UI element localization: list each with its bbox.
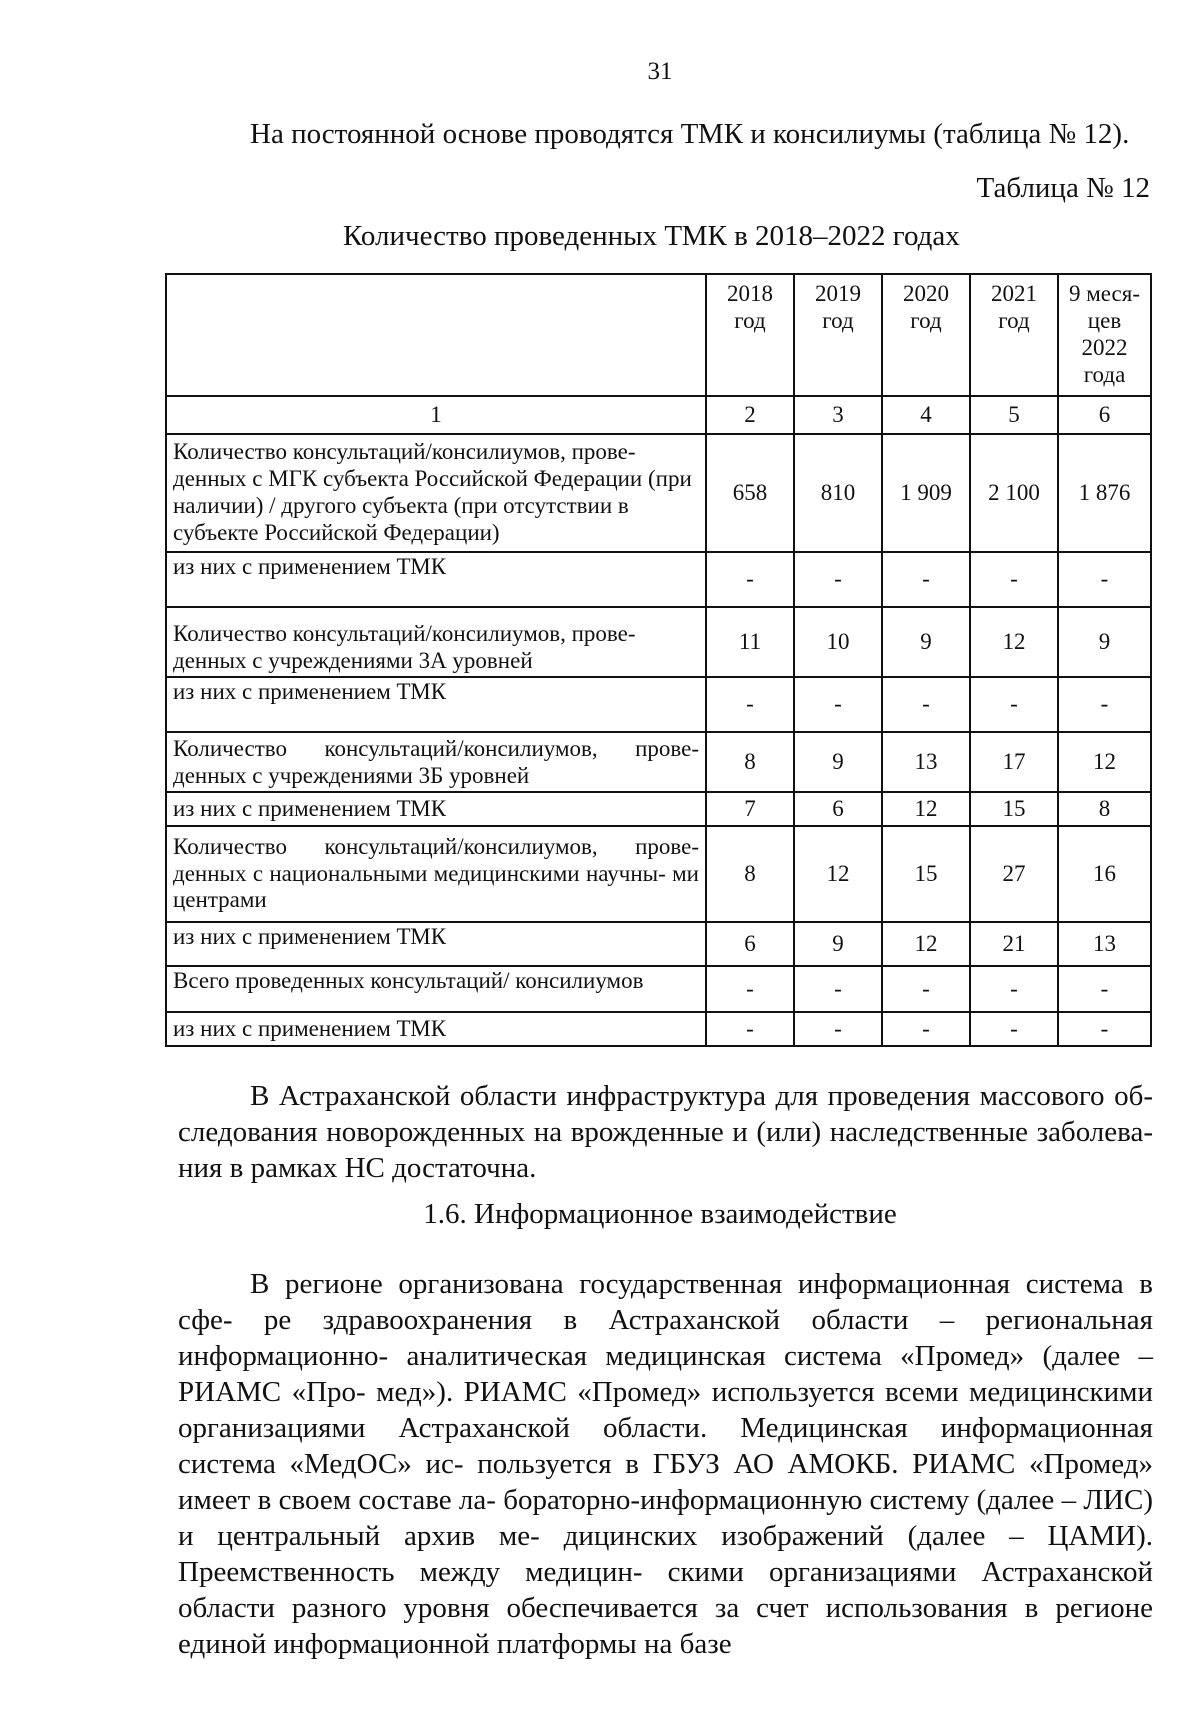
cell-value: 6 (794, 792, 882, 826)
cell-value: - (706, 677, 794, 732)
cell-value: 9 (794, 732, 882, 792)
cell-value: 15 (882, 826, 970, 922)
row-label: из них с применением ТМК (166, 1012, 706, 1046)
cell-value: 12 (970, 607, 1058, 677)
cell-value: 7 (706, 792, 794, 826)
row-label: из них с применением ТМК (166, 922, 706, 966)
cell-value: - (1058, 677, 1151, 732)
cell-value: 13 (882, 732, 970, 792)
cell-value: 12 (794, 826, 882, 922)
row-label: из них с применением ТМК (166, 792, 706, 826)
header-2018: 2018 год (706, 274, 794, 396)
cell-value: 2 100 (970, 434, 1058, 552)
cell-value: - (706, 1012, 794, 1046)
cell-value: 16 (1058, 826, 1151, 922)
header-9-months-2022: 9 меся- цев 2022 года (1058, 274, 1151, 396)
column-number: 5 (970, 396, 1058, 434)
cell-value: 13 (1058, 922, 1151, 966)
table-row (166, 826, 1151, 922)
row-label: Количество консультаций/консилиумов, прове- денных с учреждениями 3Б уровней (166, 732, 706, 792)
cell-value: 9 (1058, 607, 1151, 677)
cell-value: - (706, 966, 794, 1012)
cell-value: 6 (706, 922, 794, 966)
cell-value: 12 (882, 922, 970, 966)
cell-value: - (882, 552, 970, 607)
cell-value: 12 (882, 792, 970, 826)
page-number: 31 (647, 58, 673, 85)
table-label: Таблица № 12 (976, 172, 1150, 204)
cell-value: - (1058, 552, 1151, 607)
cell-value: 8 (706, 826, 794, 922)
cell-value: - (1058, 966, 1151, 1012)
section-heading: 1.6. Информационное взаимодействие (423, 1198, 897, 1230)
cell-value: - (794, 966, 882, 1012)
intro-text: На постоянной основе проводятся ТМК и консилиумы (таблица № 12). (250, 118, 1130, 150)
cell-value: - (970, 552, 1058, 607)
cell-value: 27 (970, 826, 1058, 922)
table-row (166, 966, 1151, 1012)
column-number-row (166, 396, 1151, 434)
table-row (166, 922, 1151, 966)
cell-value: - (794, 677, 882, 732)
cell-value: 12 (1058, 732, 1151, 792)
cell-value: - (970, 1012, 1058, 1046)
cell-value: 658 (706, 434, 794, 552)
row-label: Всего проведенных консультаций/ консилиумов (166, 966, 706, 1012)
header-2021: 2021 год (970, 274, 1058, 396)
header-2019: 2019 год (794, 274, 882, 396)
cell-value: - (882, 966, 970, 1012)
cell-value: - (794, 552, 882, 607)
table-row (166, 607, 1151, 677)
table-row (166, 677, 1151, 732)
table-row (166, 792, 1151, 826)
cell-value: 9 (882, 607, 970, 677)
column-number: 1 (166, 396, 706, 434)
cell-value: 8 (706, 732, 794, 792)
cell-value: 810 (794, 434, 882, 552)
column-number: 6 (1058, 396, 1151, 434)
table-title: Количество проведенных ТМК в 2018–2022 годах (343, 220, 960, 252)
cell-value: - (970, 677, 1058, 732)
cell-value: 1 876 (1058, 434, 1151, 552)
table-row (166, 552, 1151, 607)
cell-value: 15 (970, 792, 1058, 826)
column-number: 2 (706, 396, 794, 434)
row-label: Количество консультаций/консилиумов, прове- денных с национальными медицинскими научны- ми центрами (166, 826, 706, 922)
paragraph-screening: В Астраханской области инфраструктура для проведения массового об- следования новорожденных на врожденные и (или) наследственные заболева- ния в рамках НС достаточна. (178, 1080, 1153, 1184)
cell-value: 10 (794, 607, 882, 677)
row-label: Количество консультаций/консилиумов, прове- денных с учреждениями 3А уровней (166, 607, 706, 677)
cell-value: 11 (706, 607, 794, 677)
cell-value: 21 (970, 922, 1058, 966)
table-row (166, 732, 1151, 792)
row-label: из них с применением ТМК (166, 677, 706, 732)
cell-value: 8 (1058, 792, 1151, 826)
cell-value: - (1058, 1012, 1151, 1046)
row-label: из них с применением ТМК (166, 552, 706, 607)
cell-value: - (970, 966, 1058, 1012)
tmk-table (165, 273, 1152, 1047)
table-header-row (166, 274, 1151, 396)
header-empty-cell (166, 274, 706, 396)
cell-value: 9 (794, 922, 882, 966)
cell-value: - (882, 677, 970, 732)
row-label: Количество консультаций/консилиумов, прове- денных с МГК субъекта Российской Федерации (при наличии) / другого субъекта (при отсутствии в субъекте Российской Федерации) (166, 434, 706, 552)
cell-value: 17 (970, 732, 1058, 792)
column-number: 4 (882, 396, 970, 434)
cell-value: - (706, 552, 794, 607)
table-row (166, 1012, 1151, 1046)
paragraph-information-system: В регионе организована государственная информационная система в сфе- ре здравоохранения в Астраханской области – региональная информационно- аналитическая медицинская система «Промед» (далее – РИАМС «Про- мед»). РИАМС «Промед» используется всеми медицинскими организациями Астраханской области. Медицинская информационная система «МедОС» ис- пользуется в ГБУЗ АО АМОКБ. РИАМС «Промед» имеет в своем составе ла- бораторно-информационную систему (далее – ЛИС) и центральный архив ме- дицинских изображений (далее – ЦАМИ). Преемственность между медицин- скими организациями Астраханской области разного уровня обеспечивается за счет использования в регионе единой информационной платформы на базе (178, 1268, 1153, 1660)
header-2020: 2020 год (882, 274, 970, 396)
table-row (166, 434, 1151, 552)
cell-value: - (882, 1012, 970, 1046)
cell-value: 1 909 (882, 434, 970, 552)
cell-value: - (794, 1012, 882, 1046)
column-number: 3 (794, 396, 882, 434)
